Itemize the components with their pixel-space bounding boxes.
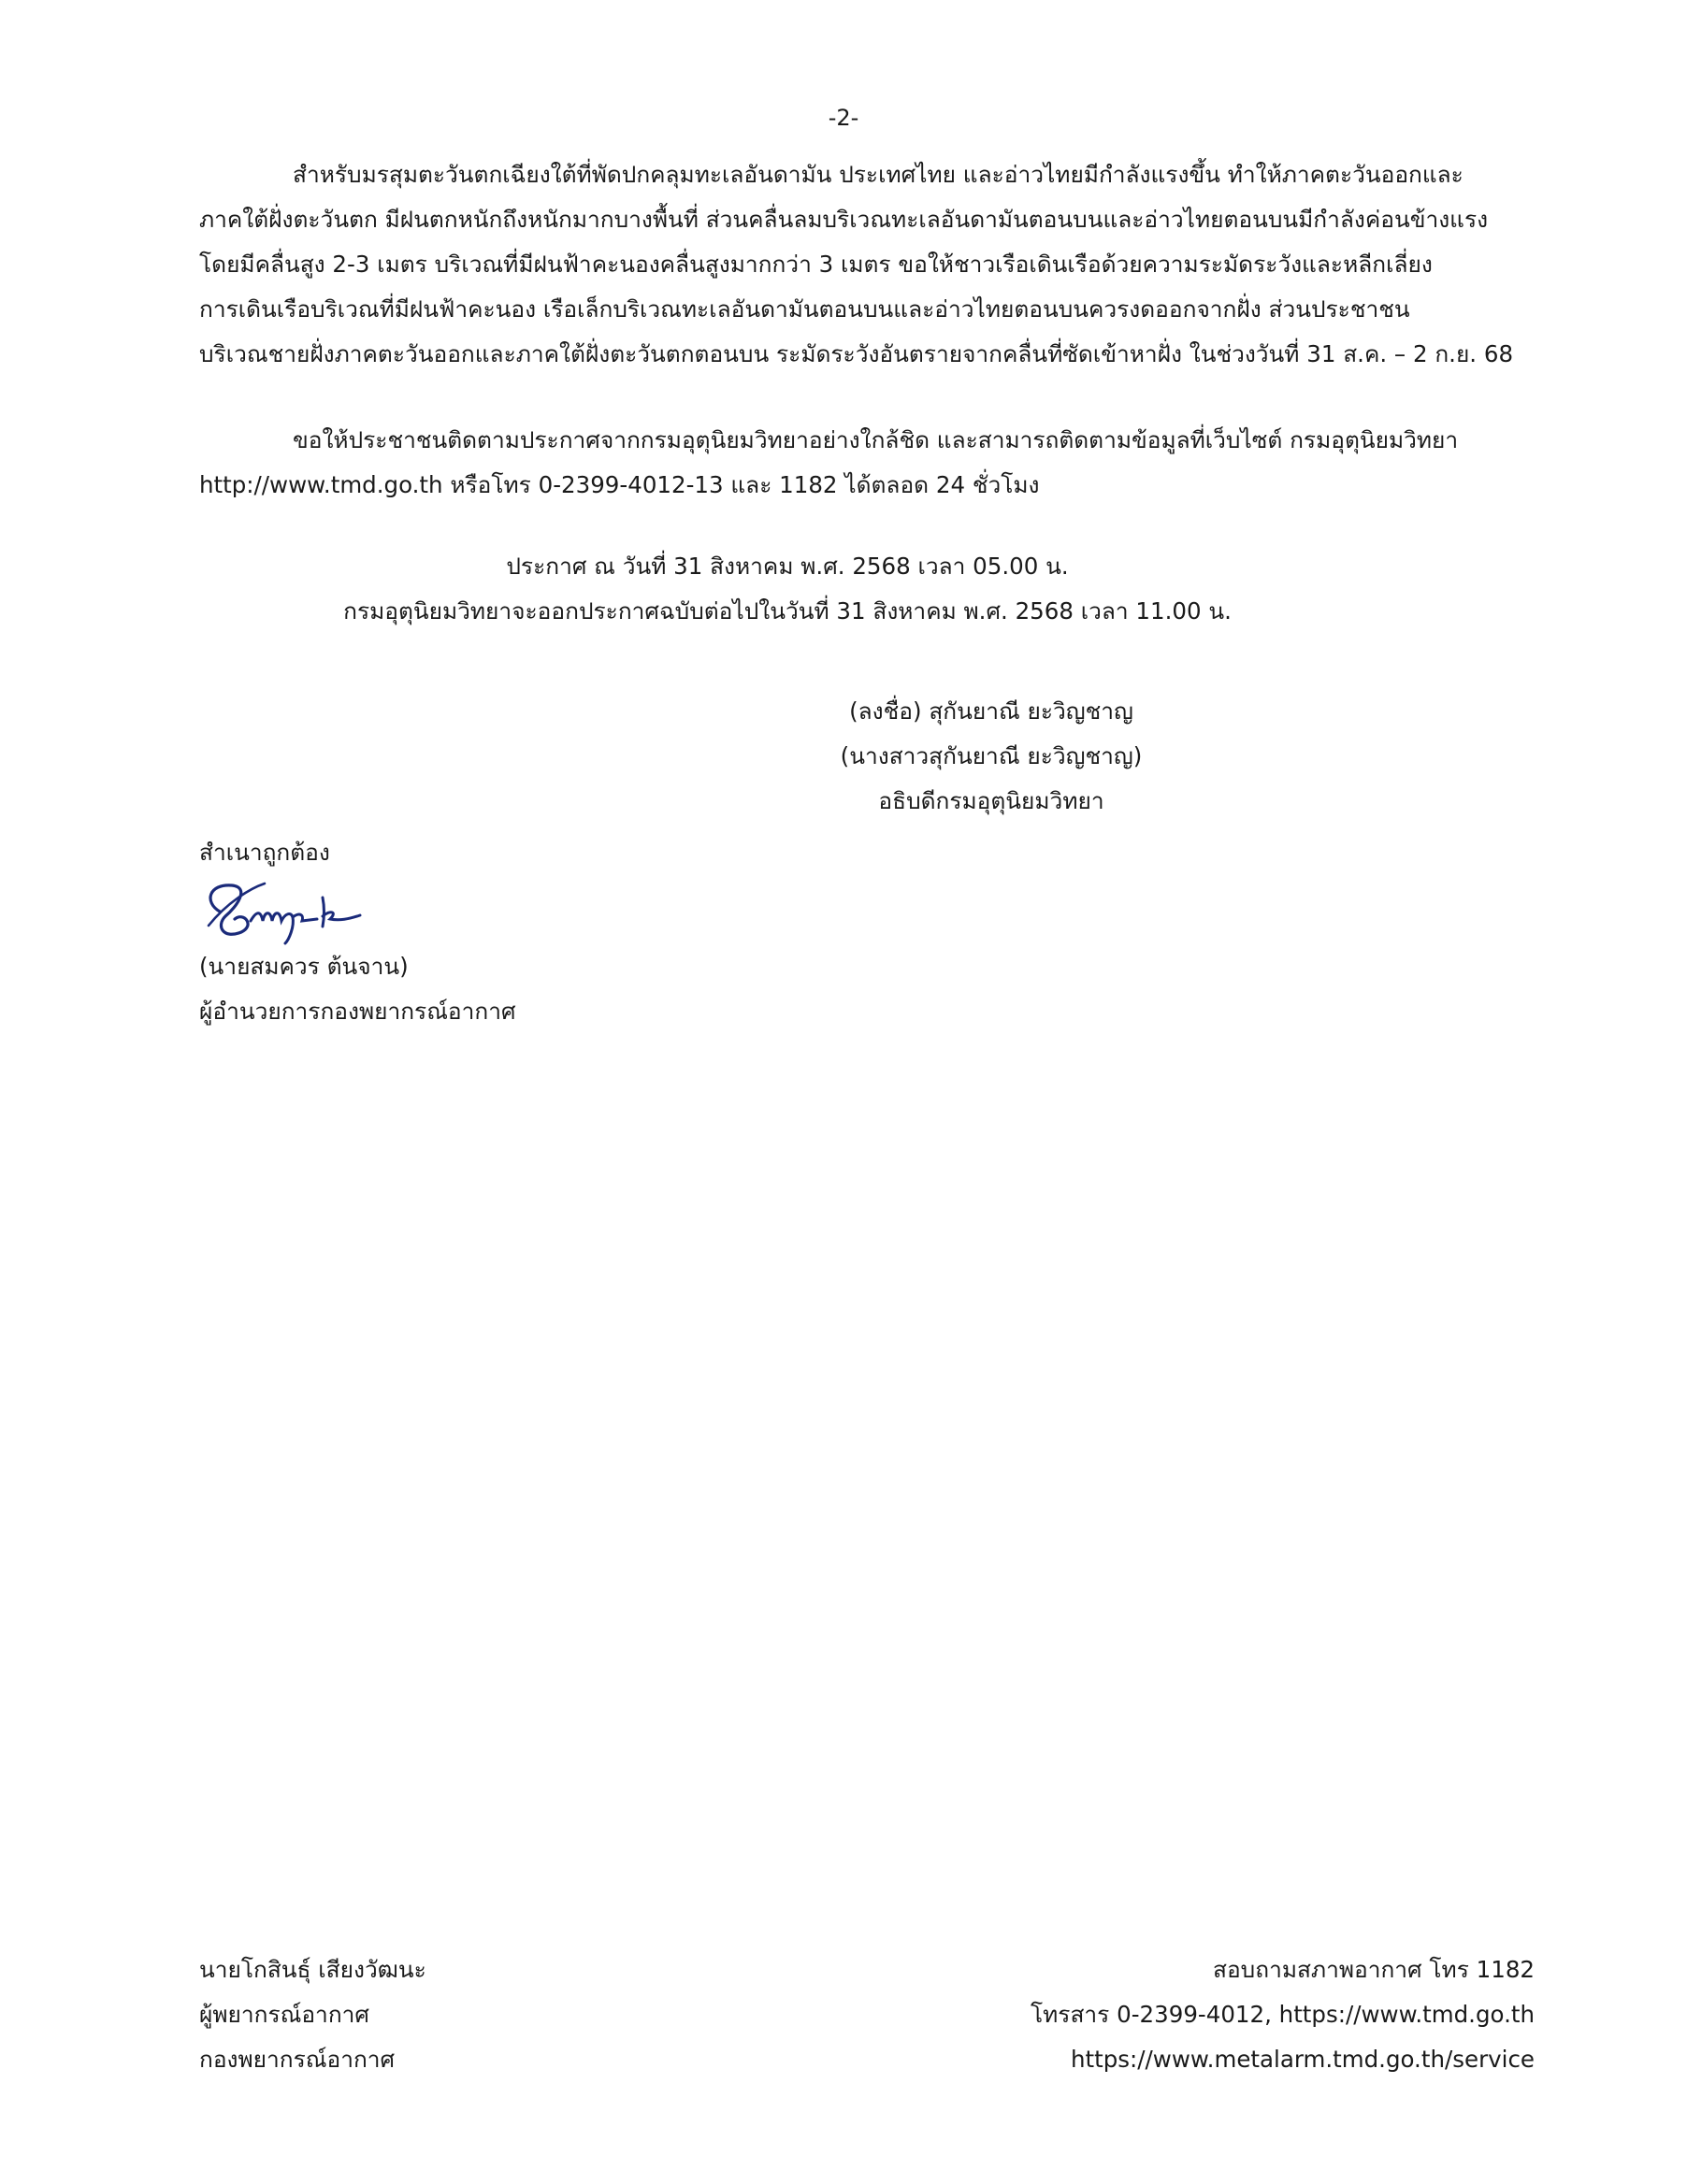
signatory-signed: (ลงชื่อ) สุกันยาณี ยะวิญชาญ: [849, 697, 1133, 725]
contact-service-url: https://www.metalarm.tmd.go.th/service: [1070, 2046, 1535, 2073]
forecaster-division: กองพยากรณ์อากาศ: [199, 2046, 396, 2073]
handwritten-signature: [199, 874, 377, 949]
paragraph-line: http://www.tmd.go.th หรือโทร 0-2399-4012-13 และ 1182 ได้ตลอด 24 ชั่วโมง: [199, 471, 1040, 498]
weather-paragraph: [199, 152, 1514, 377]
contact-fax: โทรสาร 0-2399-4012, https://www.tmd.go.th: [1031, 2001, 1535, 2028]
footer-forecaster: [199, 1947, 426, 2082]
advisory-paragraph: [199, 418, 1490, 508]
announcement-issued: ประกาศ ณ วันที่ 31 สิงหาคม พ.ศ. 2568 เวลา 05.00 น.: [506, 553, 1069, 580]
certified-copy-label: สำเนาถูกต้อง: [199, 839, 330, 866]
page-number: -2-: [828, 105, 859, 131]
paragraph-line: ภาคใต้ฝั่งตะวันตก มีฝนตกหนักถึงหนักมากบางพื้นที่ ส่วนคลื่นลมบริเวณทะเลอันดามันตอนบนและอ่าวไทยตอนบนมีกำลังค่อนข้างแรง: [199, 206, 1489, 233]
forecaster-name: นายโกสินธุ์ เสียงวัฒนะ: [199, 1956, 426, 1983]
paragraph-line: สำหรับมรสุมตะวันตกเฉียงใต้ที่พัดปกคลุมทะเลอันดามัน ประเทศไทย และอ่าวไทยมีกำลังแรงขึ้น ทำให้ภาคตะวันออกและ: [293, 161, 1464, 188]
announcement-next: กรมอุตุนิยมวิทยาจะออกประกาศฉบับต่อไปในวันที่ 31 สิงหาคม พ.ศ. 2568 เวลา 11.00 น.: [343, 597, 1232, 625]
paragraph-line: ขอให้ประชาชนติดตามประกาศจากกรมอุตุนิยมวิทยาอย่างใกล้ชิด และสามารถติดตามข้อมูลที่เว็บไซต์ กรมอุตุนิยมวิทยา: [293, 426, 1459, 453]
signatory-position: อธิบดีกรมอุตุนิยมวิทยา: [878, 787, 1104, 814]
certified-copy-name: (นายสมควร ต้นจาน): [199, 953, 409, 980]
paragraph-line: โดยมีคลื่นสูง 2-3 เมตร บริเวณที่มีฝนฟ้าคะนองคลื่นสูงมากกว่า 3 เมตร ขอให้ชาวเรือเดินเรือด้วยความระมัดระวังและหลีกเลี่ยง: [199, 251, 1433, 278]
contact-hotline: สอบถามสภาพอากาศ โทร 1182: [1213, 1956, 1535, 1983]
certified-copy-block: [199, 944, 516, 1034]
forecaster-role: ผู้พยากรณ์อากาศ: [199, 2001, 369, 2028]
paragraph-line: บริเวณชายฝั่งภาคตะวันออกและภาคใต้ฝั่งตะวันตกตอนบน ระมัดระวังอันตรายจากคลื่นที่ซัดเข้าหาฝั่ง ในช่วงวันที่ 31 ส.ค. – 2 ก.ย. 68: [199, 340, 1514, 367]
certified-copy-position: ผู้อำนวยการกองพยากรณ์อากาศ: [199, 998, 516, 1025]
footer-contact: [1031, 1947, 1535, 2082]
signatory-full-name: (นางสาวสุกันยาณี ยะวิญชาญ): [840, 742, 1143, 769]
signatory-block: [776, 689, 1206, 824]
paragraph-line: การเดินเรือบริเวณที่มีฝนฟ้าคะนอง เรือเล็กบริเวณทะเลอันดามันตอนบนและอ่าวไทยตอนบนควรงดออกจากฝั่ง ส่วนประชาชน: [199, 295, 1410, 323]
